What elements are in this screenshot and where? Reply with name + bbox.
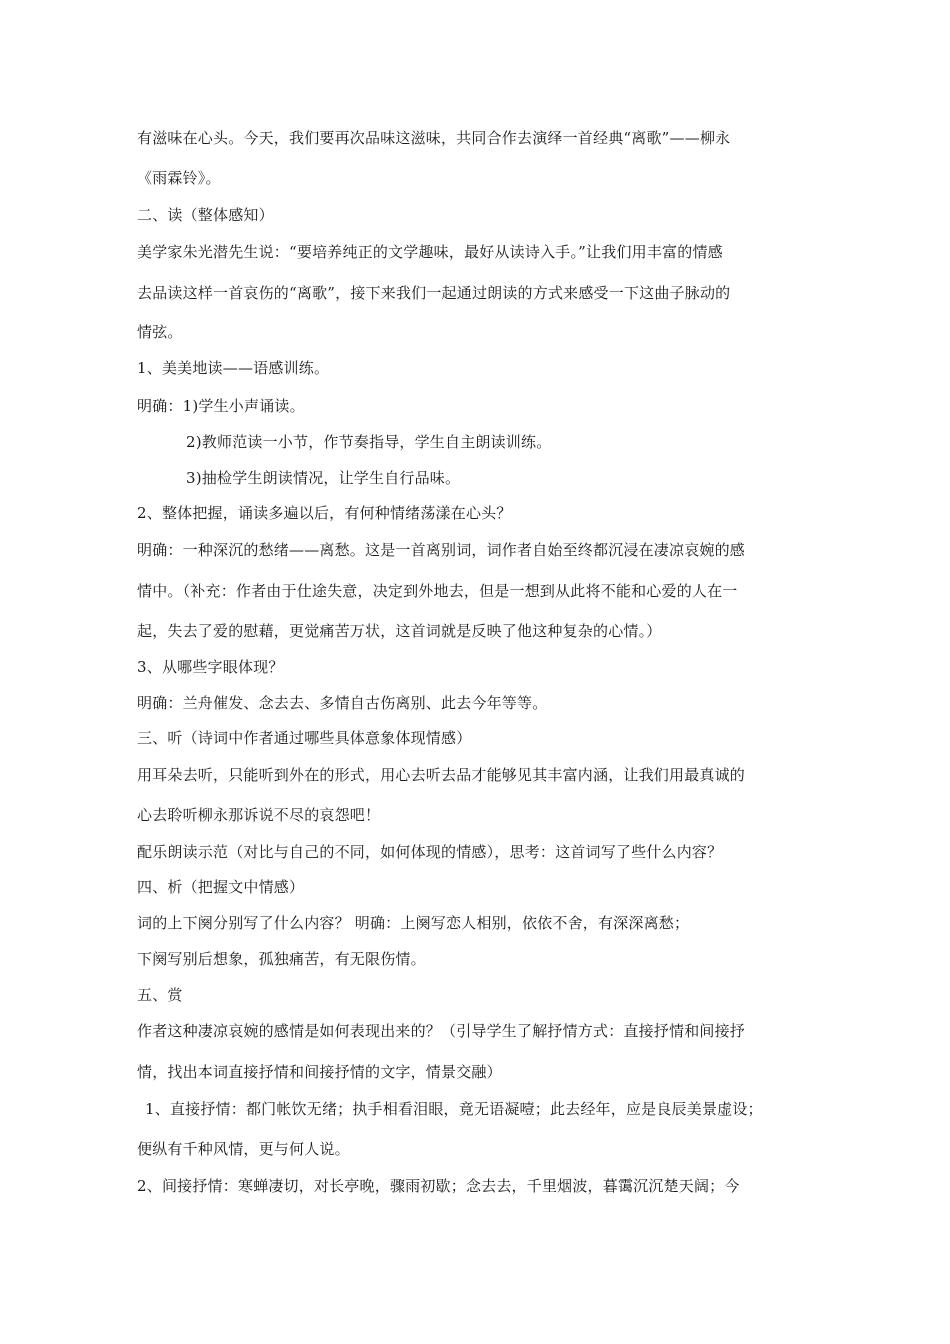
paragraph-line: 用耳朵去听，只能听到外在的形式，用心去听去品才能够见其丰富内涵，让我们用最真诚的: [137, 766, 746, 784]
paragraph-line: 词的上下阕分别写了什么内容？ 明确：上阕写恋人相别，依依不舍，有深深离愁；: [137, 914, 690, 932]
section-heading-analyze: 四、析（把握文中情感）: [137, 878, 305, 896]
list-item: 3、从哪些字眼体现？: [137, 658, 284, 676]
section-heading-read: 二、读（整体感知）: [137, 206, 274, 224]
list-item: 1、直接抒情：都门帐饮无绪；执手相看泪眼，竟无语凝噎；此去经年，应是良辰美景虚设；: [145, 1100, 763, 1118]
paragraph-line: 《雨霖铃》。: [137, 169, 221, 187]
answer-subitem: 3)抽检学生朗读情况，让学生自行品味。: [186, 469, 461, 487]
paragraph-line: 有滋味在心头。今天，我们要再次品味这滋味，共同合作去演绎一首经典“离歌”——柳永: [137, 129, 731, 147]
list-item: 2、整体把握，诵读多遍以后，有何种情绪荡漾在心头？: [137, 504, 512, 522]
paragraph-line: 去品读这样一首哀伤的“离歌”，接下来我们一起通过朗读的方式来感受一下这曲子脉动的: [137, 284, 731, 302]
list-item: 1、美美地读——语感训练。: [137, 359, 330, 377]
answer-line: 明确：一种深沉的愁绪——离愁。这是一首离别词，词作者自始至终都沉浸在凄凉哀婉的感: [137, 541, 746, 559]
paragraph-line: 心去聆听柳永那诉说不尽的哀怨吧！: [137, 806, 381, 824]
paragraph-line: 作者这种凄凉哀婉的感情是如何表现出来的？（引导学生了解抒情方式：直接抒情和间接抒: [137, 1022, 746, 1040]
paragraph-line: 情，找出本词直接抒情和间接抒情的文字，情景交融）: [137, 1063, 502, 1081]
paragraph-line: 情弦。: [137, 323, 183, 341]
answer-line: 明确：兰舟催发、念去去、多情自古伤离别、此去今年等等。: [137, 694, 548, 712]
list-item: 2、间接抒情：寒蝉凄切，对长亭晚，骤雨初歇；念去去，千里烟波，暮霭沉沉楚天阔；今: [137, 1177, 740, 1195]
section-heading-listen: 三、听（诗词中作者通过哪些具体意象体现情感）: [137, 729, 472, 747]
section-heading-appreciate: 五、赏: [137, 986, 183, 1004]
paragraph-line: 配乐朗读示范（对比与自己的不同，如何体现的情感），思考：这首词写了些什么内容？: [137, 843, 723, 861]
answer-line: 明确：1)学生小声诵读。: [137, 397, 305, 415]
paragraph-line: 下阕写别后想象，孤独痛苦，有无限伤情。: [137, 950, 426, 968]
paragraph-line: 美学家朱光潜先生说：“要培养纯正的文学趣味，最好从读诗入手。”让我们用丰富的情感: [137, 243, 723, 261]
paragraph-line: 起，失去了爱的慰藉，更觉痛苦万状，这首词就是反映了他这种复杂的心情。）: [137, 622, 662, 640]
paragraph-line: 情中。（补充：作者由于仕途失意，决定到外地去，但是一想到从此将不能和心爱的人在一: [137, 582, 738, 600]
answer-subitem: 2)教师范读一小节，作节奏指导，学生自主朗读训练。: [186, 433, 552, 451]
paragraph-line: 便纵有千种风情，更与何人说。: [137, 1140, 350, 1158]
